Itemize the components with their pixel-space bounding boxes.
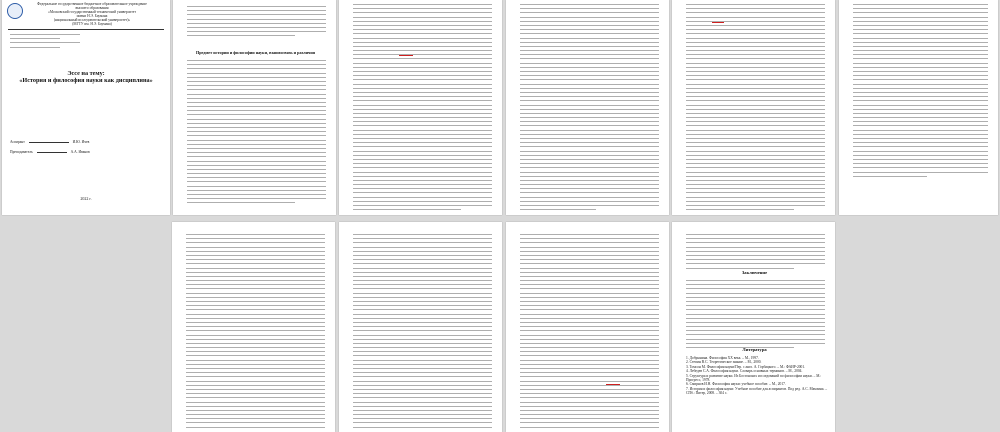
conclusion-title: Заключение	[741, 270, 768, 275]
reference-item: 5. Структура и развитие науки. Из Бостонских исследований по философии науки. – М.: Прогресс, 1978.	[686, 373, 822, 383]
page-conclusion	[672, 222, 835, 432]
body-text	[353, 4, 492, 213]
body-text	[187, 6, 326, 44]
body-text	[187, 60, 326, 207]
body-text	[853, 4, 988, 180]
student-label: Аспирант	[10, 140, 25, 144]
university-crest-icon	[7, 3, 23, 19]
header-divider	[8, 29, 164, 30]
page-6	[839, 0, 998, 215]
reference-item: 6. Смирнов И.Н. Философия науки: учебное пособие. – М., 2017.	[686, 382, 786, 387]
spellcheck-mark	[712, 22, 724, 23]
signature-block	[10, 140, 90, 154]
body-text	[686, 4, 825, 213]
body-text	[353, 234, 492, 431]
page-3	[339, 0, 502, 215]
reference-item: 3. Томсон М. Философия науки/Пер. с англ. А. Горбацкого. – М.: ФАИР-2001.	[686, 364, 806, 369]
cover-year: 2022 г.	[80, 196, 92, 201]
institution-line: Федеральное государственное бюджетное образовательное учреждение	[37, 2, 147, 6]
body-text	[186, 234, 325, 431]
body-text	[520, 4, 659, 213]
institution-line: (национальный исследовательский университет)»	[53, 18, 131, 22]
institution-line: имени Н.Э. Баумана	[76, 14, 108, 18]
institution-header	[24, 2, 160, 26]
page-2	[173, 0, 336, 215]
reference-item: 7. История и философия науки: Учебное пособие для аспирантов. Под ред. А.С. Мамзина. – СПб.: Питер, 2008. – 304 с.	[686, 386, 828, 396]
spellcheck-mark	[606, 384, 620, 385]
page-9	[506, 222, 669, 432]
page-cover	[2, 0, 170, 215]
page-7	[172, 222, 335, 432]
institution-line: «Московский государственный технический университет	[48, 10, 136, 14]
section-heading: Предмет истории и философии науки, взаимосвязь и различия	[195, 50, 316, 55]
spellcheck-mark	[399, 55, 413, 56]
institution-line: (МГТУ им. Н.Э. Баумана)	[72, 22, 112, 26]
title-line: Эссе на тему:	[67, 70, 105, 77]
body-text	[686, 234, 825, 272]
page-8	[339, 222, 502, 432]
reference-item: 2. Степин В.С. Теоретическое знание. – М., 2000.	[686, 360, 762, 365]
form-fields	[10, 34, 100, 51]
page-5	[672, 0, 835, 215]
student-name: И.Ю. Ичев	[72, 140, 90, 144]
page-4	[506, 0, 669, 215]
title-line: «История и философия науки как дисциплина»	[19, 77, 153, 84]
teacher-name: А.А. Иванов	[70, 150, 90, 154]
teacher-label: Преподаватель	[10, 150, 33, 154]
references-title: Литература	[742, 347, 767, 352]
conclusion-text	[686, 280, 825, 351]
essay-title	[10, 70, 162, 84]
references-list	[686, 356, 829, 396]
reference-item: 1. Добрынина. Философия XX века. – М., 1997.	[686, 356, 759, 360]
institution-line: высшего образования	[75, 6, 109, 10]
body-text	[520, 234, 659, 431]
reference-item: 4. Лебедев С.А. Философия науки. Словарь основных терминов. – М., 2004.	[686, 369, 803, 374]
